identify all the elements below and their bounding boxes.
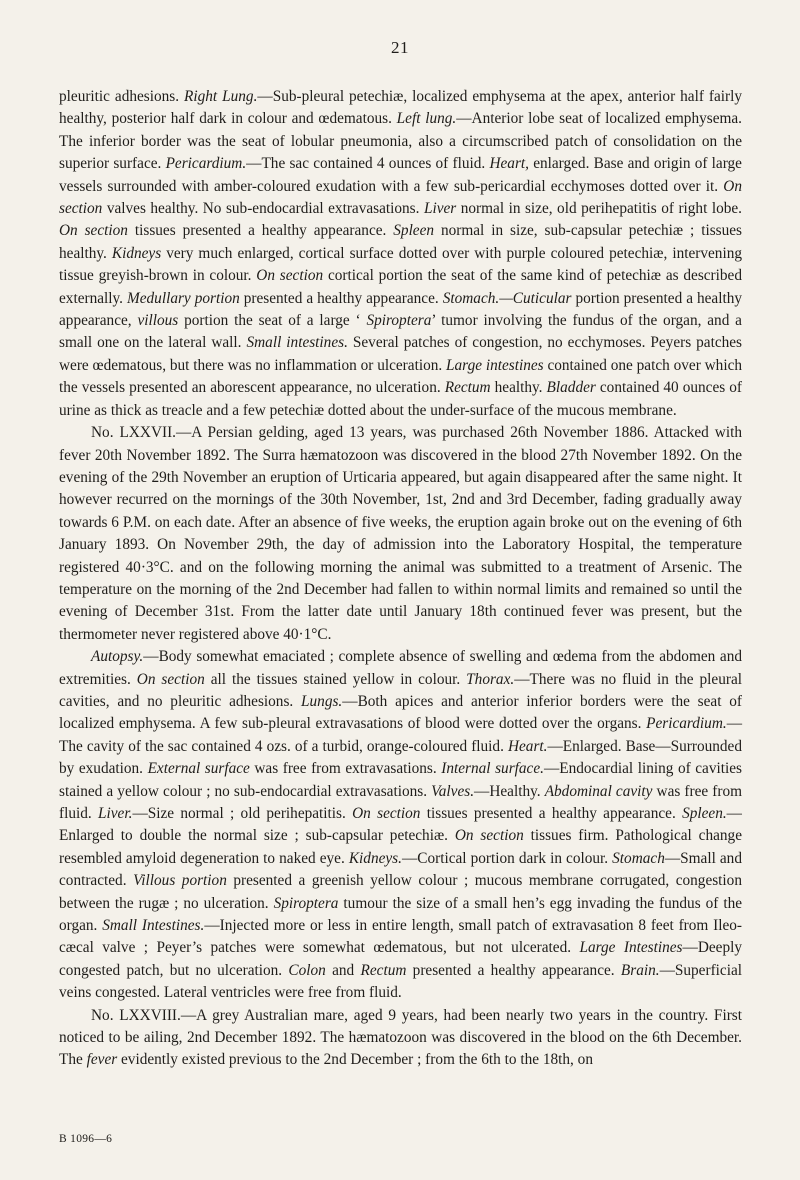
italic-run: Right Lung. [184,88,258,105]
italic-run: On section [454,827,524,845]
text-run: ’ tumor involving the fundus of the organ, and a small one on the lateral wall. [59,312,742,352]
text-run: —Size normal ; old perihepatitis. [132,805,353,822]
italic-run: On section [256,267,324,285]
text-run: presented a healthy appearance. [406,961,621,979]
italic-run: Liver [423,200,457,218]
italic-run: Valves. [431,782,475,800]
text-run: and [325,961,361,979]
text-run: very much enlarged, cortical surface dotted over with purple coloured petechiæ, intervening tissue greyish-brown in colour. [59,244,742,285]
text-run: No. LXXVIII.—A grey Australian mare, aged 9 years, had been nearly two years in the country. First noticed to be ailing, 2nd December 1892. The hæmatozoon was discovered in the blood on the 6th December. The [59,1006,742,1069]
italic-run: Stomach [612,849,665,867]
italic-run: Internal surface. [441,760,544,778]
italic-run: Colon [288,961,326,979]
text-run: —There was no fluid in the pleural cavities, and no pleuritic adhesions. [59,670,742,710]
text-run: tumour the size of a small hen’s egg invading the fundus of the organ. [59,894,743,935]
italic-run: Bladder [546,379,596,397]
text-run: was free from extravasations. [249,760,442,778]
italic-run: Spiroptera [273,894,339,912]
text-run: —Small and contracted. [59,849,742,890]
text-run: —Healthy. [474,782,545,800]
text-run: normal in size, old perihepatitis of right lobe. [456,200,742,218]
text-run: —Endocardial lining of cavities stained a yellow colour ; no sub-endocardial extravasations. [59,760,742,800]
text-run: was free from fluid. [59,782,743,822]
paragraph-case-77 [59,422,742,646]
text-run: tissues firm. Pathological change resembled amyloid degeneration to naked eye. [59,827,742,867]
italic-run: Large Intestines [579,939,683,957]
italic-run: On section [59,222,128,240]
page-number: 21 [391,38,409,57]
text-run: presented a greenish yellow colour ; mucous membrane corrugated, congestion between the rugæ ; no ulceration. [59,872,742,912]
italic-run: Heart. [507,737,548,755]
italic-run: Thorax. [466,670,515,688]
italic-run: On section [136,670,205,688]
text-run: No. LXXVII.—A Persian gelding, aged 13 years, was purchased 26th November 1886. Attacked with fever 20th November 1892. The Surra hæmatozoon was discovered in the blood 27th November 1892. On the evening of the 29th November an eruption of Urticaria appeared, but again disappeared after the same night. It however recurred on the mornings of the 30th November, 1st, 2nd and 3rd December, fading gradually away towards 6 P.M. on each date. After an absence of five weeks, the eruption again broke out on the evening of 6th January 1893. On November 29th, the day of admission into the Laboratory Hospital, the temperature registered 40·3°C. and on the following morning the animal was submitted to a treatment of Arsenic. The temperature on the morning of the 2nd December had fallen to within normal limits and remained so until the evening of December 31st. From the latter date until January 18th continued fever was present, but the thermometer never registered above 40·1°C. [59,424,742,643]
text-run: —Enlarged to double the normal size ; sub-capsular petechiæ. [59,805,742,845]
text-run: valves healthy. No sub-endocardial extravasations. [102,200,424,218]
text-run: presented a healthy appearance. [239,289,443,307]
text-run: —The sac contained 4 ounces of fluid. [246,155,490,173]
text-run: healthy. [490,379,547,397]
italic-run: On section [352,805,421,822]
text-run: —Body somewhat emaciated ; complete absence of swelling and œdema from the abdomen and extremities. [59,648,742,688]
italic-run: Rectum [360,961,407,979]
italic-run: Spleen. [682,805,727,822]
text-run: portion presented a healthy appearance, [59,289,743,330]
text-run: pleuritic adhesions. [59,88,185,105]
italic-run: On section [59,177,742,218]
paragraph-autopsy-77 [59,646,742,1005]
text-run: —Enlarged. Base—Surrounded by exudation. [59,737,743,778]
italic-run: Small Intestines. [102,917,205,935]
text-run: —Anterior lobe seat of localized emphysema. The inferior border was the seat of lobular pneumonia, also a circumscribed patch of consolidation on the superior surface. [59,110,742,173]
italic-run: Spleen [393,222,435,240]
text-run: —Deeply congested patch, but no ulceration. [59,939,742,979]
text-run: —Cortical portion dark in colour. [401,849,613,867]
paragraph-autopsy-continued [59,86,742,422]
italic-run: villous [137,312,179,330]
printer-signature: B 1096—6 [59,1133,113,1145]
text-run: tissues presented a healthy appearance. [420,805,683,822]
text-run: evidently existed previous to the 2nd December ; from the 6th to the 18th, on [117,1051,593,1069]
italic-run: Brain. [620,961,660,979]
text-run: normal in size, sub-capsular petechiæ ; tissues healthy. [59,222,742,262]
italic-run: Large intestines [446,356,544,374]
text-run: all the tissues stained yellow in colour. [204,670,467,688]
italic-run: Heart, [489,155,529,173]
text-run: tissues presented a healthy appearance. [127,222,394,240]
text-run: —Both apices and anterior inferior borders were the seat of localized emphysema. A few sub-pleural extravasations of blood were dotted over the organs. [59,692,743,733]
italic-run: Pericardium. [646,715,727,733]
italic-run: Villous portion [133,872,227,890]
text-run: contained one patch over which the vessels presented an aborescent appearance, no ulceration. [59,356,743,397]
italic-run: Abdominal cavity [544,782,653,800]
text-run: —Superficial veins congested. Lateral ventricles were free from fluid. [59,961,742,1002]
paragraph-case-78 [59,1005,742,1072]
text-run: enlarged. Base and origin of large vessels surrounded with amber-coloured exudation with a few sub-pericardial ecchymoses dotted over it. [59,155,742,195]
italic-run: Stomach.—Cuticular [442,289,572,307]
italic-run: fever [86,1051,118,1069]
italic-run: Autopsy. [91,648,144,666]
italic-run: Kidneys. [348,849,402,867]
italic-run: Medullary portion [126,289,240,307]
text-run: Several patches of congestion, no ecchymoses. Peyers patches were œdematous, but there was no inflammation or ulceration. [59,334,742,374]
italic-run: Left lung. [396,110,457,128]
italic-run: Spiroptera [366,312,432,330]
italic-run: Lungs. [301,692,343,710]
text-run: —Injected more or less in entire length, small patch of extravasation 8 feet from Ileo-cæcal valve ; Peyer’s patches were somewhat œdematous, but not ulcerated. [59,917,743,957]
text-run: cortical portion the seat of the same kind of petechiæ as described externally. [59,267,742,307]
text-run: contained 40 ounces of urine as thick as treacle and a few petechiæ dotted about the under-surface of the mucous membrane. [59,379,742,419]
italic-run: External surface [147,760,250,778]
text-run: —The cavity of the sac contained 4 ozs. of a turbid, orange-coloured fluid. [59,715,742,755]
italic-run: Rectum [444,379,491,397]
text-run: —Sub-pleural petechiæ, localized emphysema at the apex, anterior half fairly healthy, posterior half dark in colour and œdematous. [59,88,742,128]
italic-run: Kidneys [111,244,162,262]
italic-run: Pericardium. [165,155,247,173]
italic-run: Small intestines. [246,334,348,352]
italic-run: Liver. [98,805,133,822]
text-run: portion the seat of a large ‘ [178,312,367,330]
